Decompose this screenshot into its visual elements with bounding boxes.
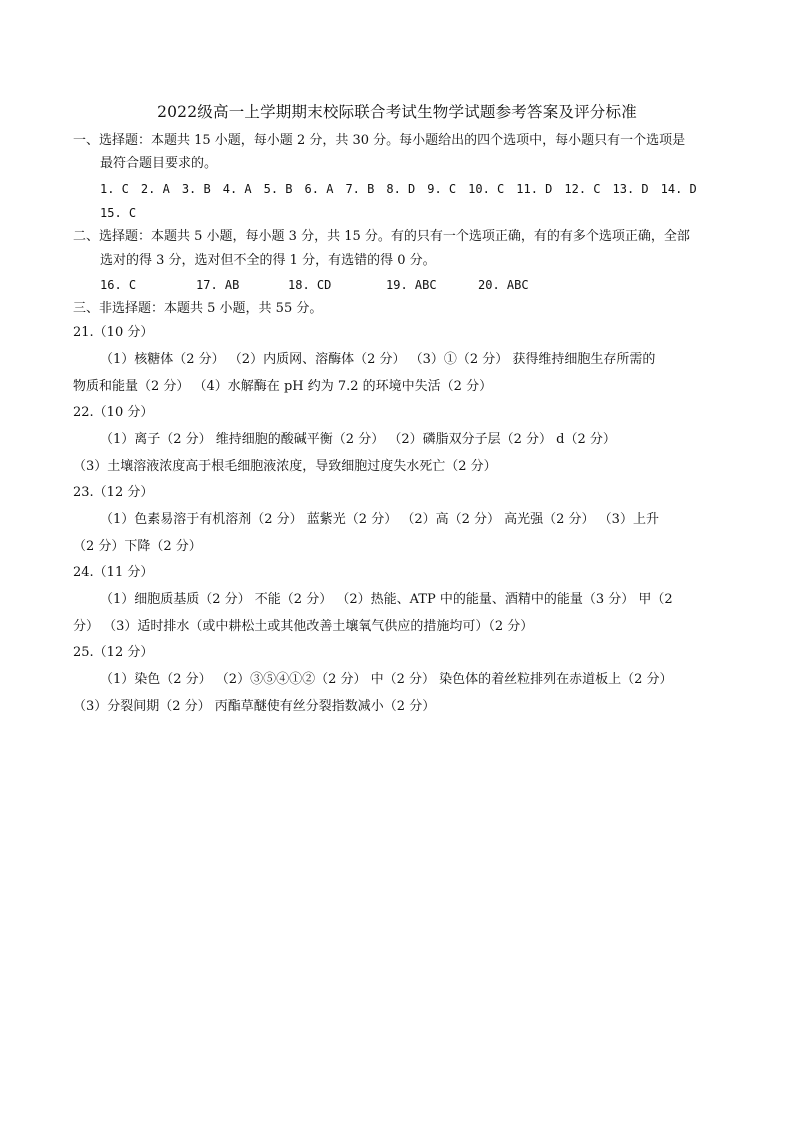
answer-16: 16. C [100,278,137,292]
answer-4: 4. A [222,182,252,196]
section3-heading: 三、非选择题：本题共 5 小题，共 55 分。 [73,301,323,316]
answer-6: 6. A [304,182,334,196]
section1-answers-row1 [100,179,709,200]
section2-line1: 二、选择题：本题共 5 小题，每小题 3 分，共 15 分。有的只有一个选项正确，有的有多个选项正确，全部 [73,229,690,244]
answer-9: 9. C [427,182,457,196]
q25-heading: 25.（12 分） [73,645,154,660]
q25-line1: （1）染色（2 分） （2）③⑤④①②（2 分） 中（2 分） 染色体的着丝粒排列在赤道板上（2 分） [100,672,673,687]
page-title: 2022级高一上学期期末校际联合考试生物学试题参考答案及评分标准 [157,103,637,121]
answer-8: 8. D [386,182,416,196]
section1-line2: 最符合题目要求的。 [100,156,218,171]
answer-14: 14. D [660,182,697,196]
answer-19: 19. ABC [386,278,437,292]
answer-12: 12. C [564,182,601,196]
answer-15: 15. C [100,206,137,220]
answer-17: 17. AB [196,278,240,292]
answer-7: 7. B [345,182,375,196]
answer-18: 18. CD [288,278,332,292]
q21-heading: 21.（10 分） [73,325,154,340]
section2-answers [100,275,529,296]
answer-1: 1. C [100,182,129,196]
answer-13: 13. D [612,182,649,196]
q24-heading: 24.（11 分） [73,565,154,580]
q22-line1: （1）离子（2 分） 维持细胞的酸碱平衡（2 分） （2）磷脂双分子层（2 分） d（2 分） [100,432,616,447]
q23-line2: （2 分）下降（2 分） [73,539,202,554]
answer-20: 20. ABC [478,278,529,292]
answer-5: 5. B [263,182,293,196]
q23-line1: （1）色素易溶于有机溶剂（2 分） 蓝紫光（2 分） （2）高（2 分） 高光强（2 分） （3）上升 [100,512,659,527]
section2-line2: 选对的得 3 分，选对但不全的得 1 分，有选错的得 0 分。 [100,253,436,268]
q23-heading: 23.（12 分） [73,485,154,500]
section1-line1: 一、选择题：本题共 15 小题，每小题 2 分，共 30 分。每小题给出的四个选项中，每小题只有一个选项是 [73,133,686,148]
q24-line2: 分） （3）适时排水（或中耕松土或其他改善土壤氧气供应的措施均可）（2 分） [73,619,534,634]
section1-answers-row2 [100,203,148,224]
q21-line1: （1）核糖体（2 分） （2）内质网、溶酶体（2 分） （3）①（2 分） 获得维持细胞生存所需的 [100,352,656,367]
q25-line2: （3）分裂间期（2 分） 丙酯草醚使有丝分裂指数减小（2 分） [73,699,436,714]
answer-11: 11. D [516,182,553,196]
answer-2: 2. A [140,182,170,196]
q22-line2: （3）土壤溶液浓度高于根毛细胞液浓度，导致细胞过度失水死亡（2 分） [73,459,497,474]
q21-line2: 物质和能量（2 分） （4）水解酶在 pH 约为 7.2 的环境中失活（2 分） [73,379,493,394]
q24-line1: （1）细胞质基质（2 分） 不能（2 分） （2）热能、ATP 中的能量、酒精中的能量（3 分） 甲（2 [100,592,673,607]
answer-10: 10. C [468,182,505,196]
answer-3: 3. B [181,182,211,196]
q22-heading: 22.（10 分） [73,405,154,420]
